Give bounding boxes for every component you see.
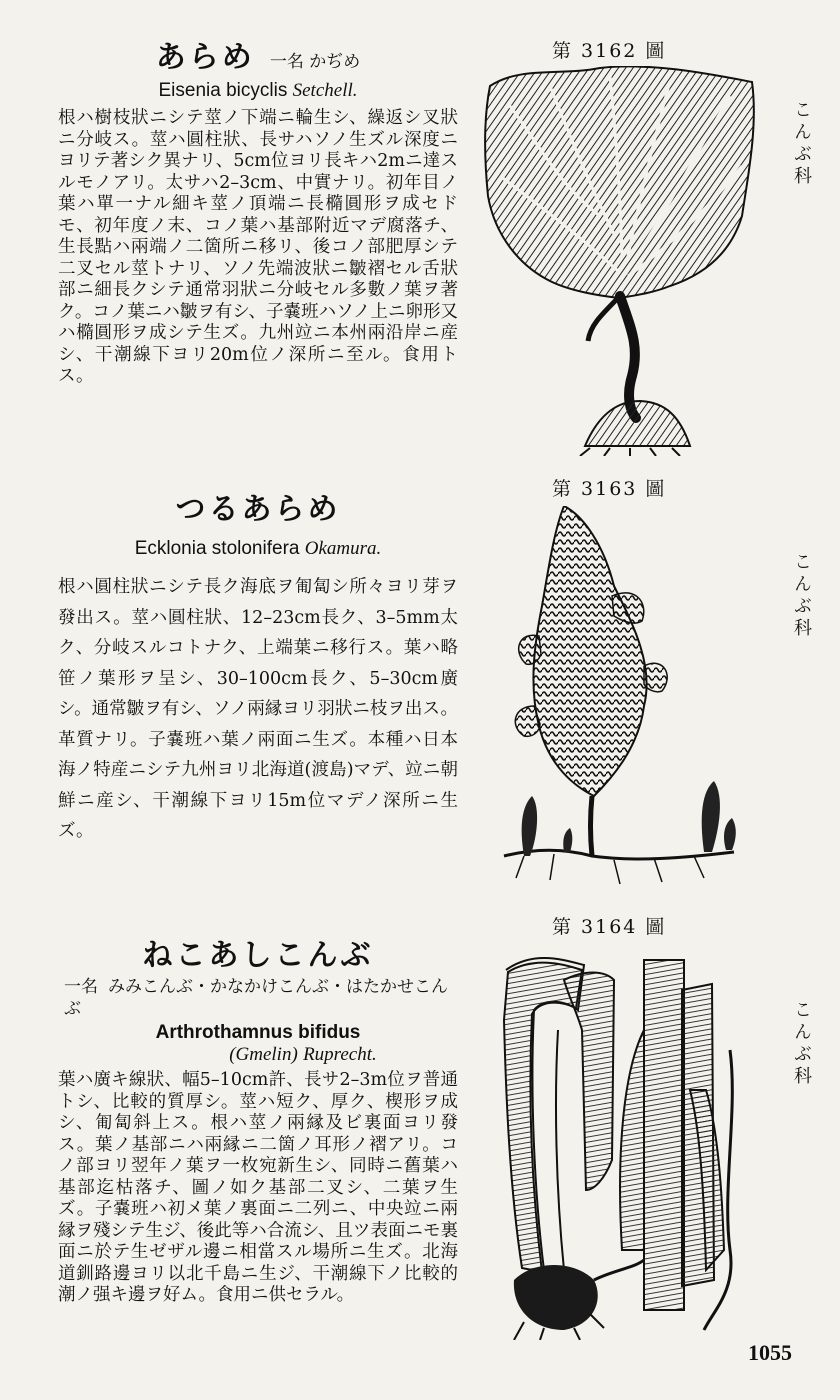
description: 根ハ樹枝狀ニシテ莖ノ下端ニ輪生シ、繰返シ叉狀ニ分岐ス。莖ハ圓柱狀、長サハソノ生ズル深度ニヨリテ著シク異ナリ、5cm位ヨリ長キハ2mニ達スルモノアリ。太サハ2–3cm、中實ナリ。初年目ノ葉ハ單一ナル細キ莖ノ頂端ニ長橢圓形ヲ成セドモ、初年度ノ末、コノ葉ハ基部附近マデ腐落チ、生長點ハ兩端ノ二箇所ニ移リ、後コノ部肥厚シテ二叉セル莖トナリ、ソノ先端波狀ニ皺褶セル舌狀部ニ細長クシテ通常羽狀ニ分岐セル多數ノ葉ヲ著ク。コノ葉ニハ皺ヲ有シ、子嚢班ハソノ上ニ卵形又ハ橢圓形ヲ成シテ生ズ。九州竝ニ本州兩沿岸ニ産シ、干潮線下ヨリ20m位ノ深所ニ至ル。食用トス。	[58, 108, 458, 386]
author-parenthetical: (Gmelin)	[229, 1044, 298, 1065]
alternate-names	[58, 976, 458, 1020]
tsuruarame-illustration	[494, 506, 754, 896]
scientific-name	[58, 80, 458, 102]
genus-species: Arthrothamnus bifidus	[155, 1022, 361, 1043]
description: 葉ハ廣キ線狀、幅5–10cm許、長サ2–3m位ヲ普通トシ、比較的質厚シ。莖ハ短ク、厚ク、楔形ヲ成シ、匍匐斜上ス。根ハ莖ノ兩縁及ビ裏面ヨリ發ス。葉ノ基部ニハ兩縁ニ二箇ノ耳形ノ褶アリ。コノ部ヨリ翌年ノ葉ヲ一枚宛新生シ、同時ニ舊葉ハ基部迄枯落チ、圖ノ如ク基部二叉シ、二葉ヲ生ズ。子嚢班ハ初メ葉ノ裏面ニ二列ニ、中央竝ニ兩縁ヲ殘シテ生ジ、後此等ハ合流シ、且ツ表面ニモ裏面ニ於テ生ゼザル邊ニ相當スル場所ニ生ズ。北海道釧路邊ヨリ以北千島ニ生ジ、干潮線下ノ比較的潮ノ强キ邊ヲ好ム。食用ニ供セラル。	[58, 1070, 458, 1305]
alternate-name: 一名 かぢめ	[269, 52, 361, 72]
author-name: Ruprecht.	[303, 1044, 377, 1065]
figure-number: 第 3162 圖	[552, 40, 667, 62]
entry-title	[58, 32, 458, 76]
description: 根ハ圓柱狀ニシテ長ク海底ヲ匍匐シ所々ヨリ芽ヲ發出ス。莖ハ圓柱狀、12–23cm長ク、3–5mm太ク、分岐スルコトナク、上端葉ニ移行ス。葉ハ略笹ノ葉形ヲ呈シ、30–100cm長ク、5–30cm廣シ。通常皺ヲ有シ、ソノ兩縁ヨリ羽狀ニ枝ヲ出ス。革質ナリ。子嚢班ハ葉ノ兩面ニ生ズ。本種ハ日本海ノ特産ニシテ九州ヨリ北海道(渡島)マデ、竝ニ朝鮮ニ産シ、干潮線下ヨリ15m位マデノ深所ニ生ズ。	[58, 577, 458, 841]
japanese-name: あらめ	[155, 40, 255, 75]
scientific-name	[58, 1022, 458, 1044]
page-number: 1055	[748, 1340, 792, 1365]
nekoashikonbu-illustration	[494, 950, 754, 1340]
genus-species: Eisenia bicyclis	[158, 80, 288, 101]
author-name: Okamura.	[304, 538, 382, 559]
family-label: こんぶ科	[791, 100, 812, 188]
alias-label: 一名	[64, 977, 98, 997]
figure-number: 第 3164 圖	[552, 916, 667, 938]
scientific-author	[58, 1044, 458, 1066]
alias-text: みみこんぶ・かなかけこんぶ・はたかせこんぶ	[64, 977, 448, 1019]
entry-tsuruarame	[58, 484, 458, 847]
author-name: Setchell.	[292, 80, 358, 101]
japanese-name: ねこあしこんぶ	[142, 938, 374, 973]
entry-arame	[58, 32, 458, 388]
genus-species: Ecklonia stolonifera	[134, 538, 300, 559]
arame-illustration	[480, 66, 760, 456]
entry-nekoashikonbu	[58, 930, 458, 1307]
family-label: こんぶ科	[791, 1000, 812, 1088]
family-label: こんぶ科	[791, 552, 812, 640]
figure-number: 第 3163 圖	[552, 478, 667, 500]
japanese-name: つるあらめ	[175, 492, 341, 527]
entry-title	[58, 484, 458, 528]
scientific-name	[58, 538, 458, 560]
entry-title	[58, 930, 458, 974]
